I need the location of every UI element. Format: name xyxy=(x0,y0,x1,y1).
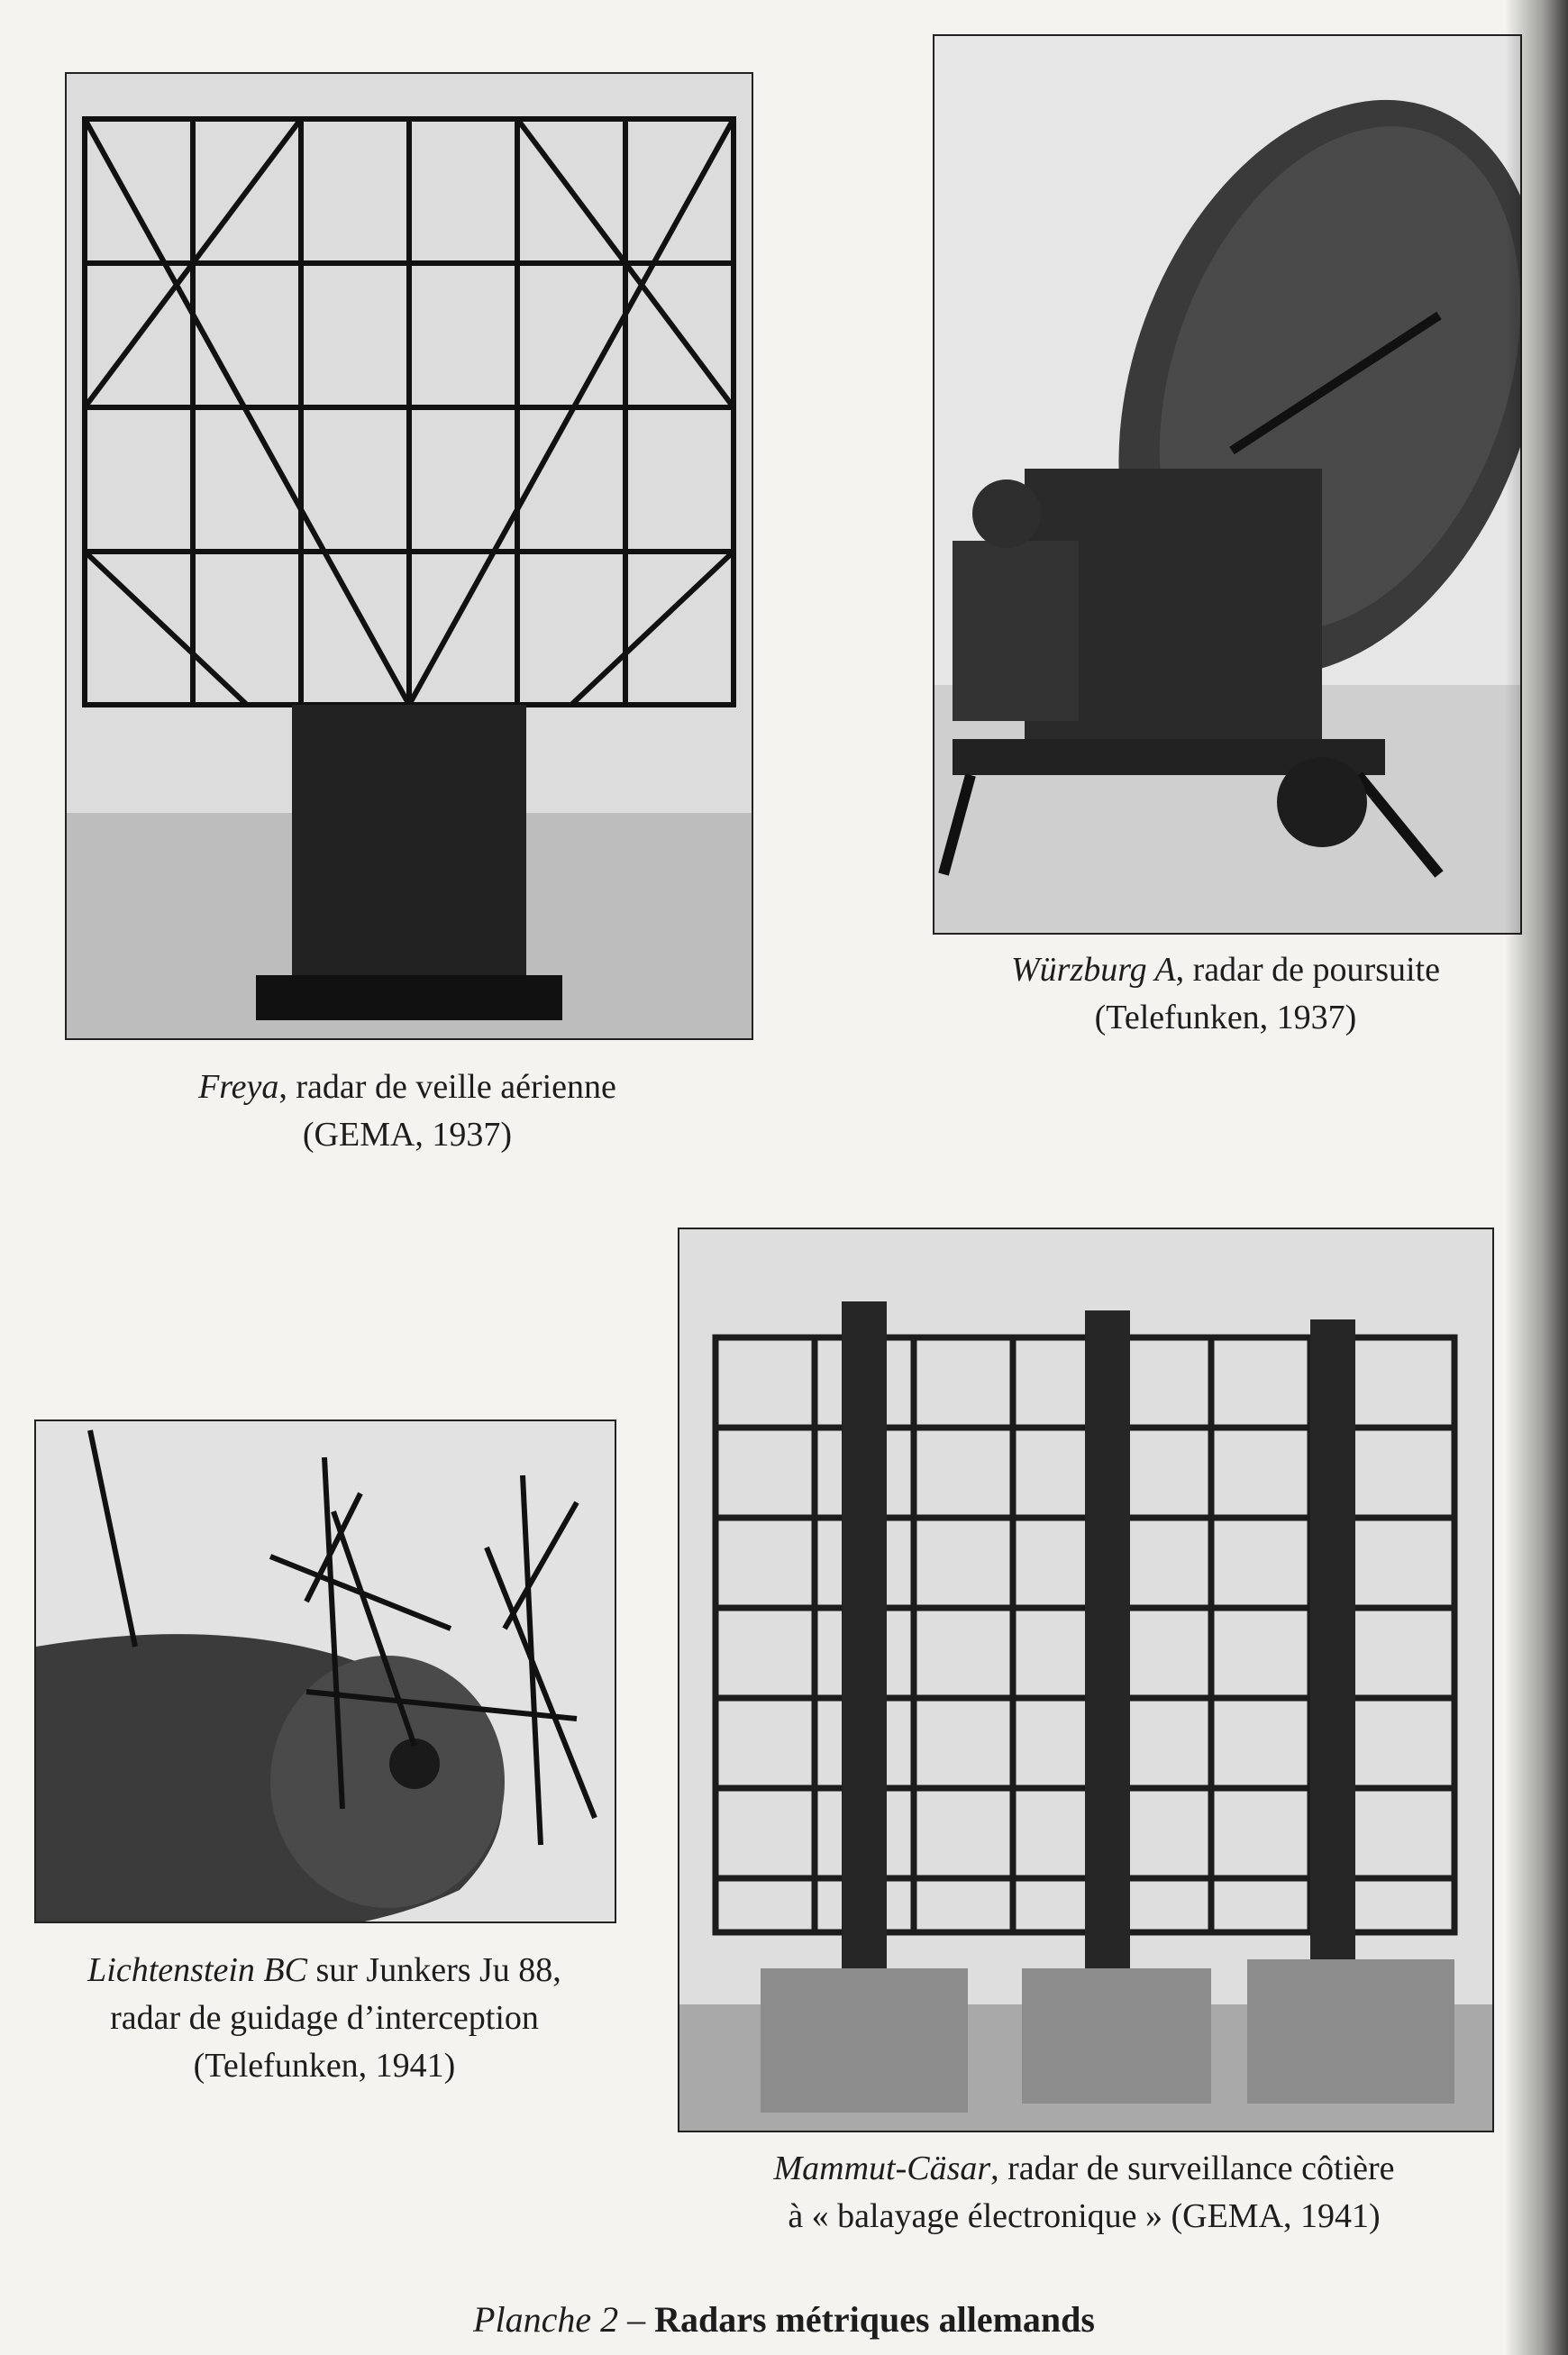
mammut-desc: , radar de surveillance côtière xyxy=(990,2150,1395,2187)
wurzburg-origin: (Telefunken, 1937) xyxy=(1094,999,1357,1036)
lichtenstein-role: radar de guidage d’interception xyxy=(110,1999,539,2037)
page-edge-shadow xyxy=(1505,0,1568,2355)
mammut-name: Mammut-Cäsar xyxy=(773,2150,991,2187)
lichtenstein-caption xyxy=(18,1947,631,2090)
freya-photo xyxy=(65,72,753,1040)
freya-name: Freya xyxy=(198,1068,279,1106)
wurzburg-name: Würzburg A xyxy=(1011,951,1176,989)
freya-origin: (GEMA, 1937) xyxy=(302,1116,513,1154)
mammut-caption xyxy=(678,2145,1491,2241)
wurzburg-caption xyxy=(901,946,1550,1042)
mammut-image xyxy=(679,1229,1492,2131)
lichtenstein-name: Lichtenstein BC xyxy=(87,1951,307,1989)
plate-heading: Radars métriques allemands xyxy=(654,2299,1095,2340)
wurzburg-desc: , radar de poursuite xyxy=(1175,951,1440,989)
wurzburg-image xyxy=(934,36,1520,933)
plate-title xyxy=(0,2298,1568,2341)
mammut-photo xyxy=(678,1228,1494,2132)
lichtenstein-origin: (Telefunken, 1941) xyxy=(193,2047,456,2085)
freya-desc: , radar de veille aérienne xyxy=(278,1068,616,1106)
freya-image xyxy=(67,74,752,1038)
mammut-origin: à « balayage électronique » (GEMA, 1941) xyxy=(788,2197,1381,2235)
plate-dash: – xyxy=(618,2299,655,2340)
freya-caption xyxy=(65,1063,750,1159)
lichtenstein-photo xyxy=(34,1419,616,1923)
wurzburg-photo xyxy=(933,34,1522,935)
lichtenstein-image xyxy=(36,1421,615,1921)
lichtenstein-desc: sur Junkers Ju 88, xyxy=(306,1951,561,1989)
plate-number: Planche 2 xyxy=(473,2299,619,2340)
